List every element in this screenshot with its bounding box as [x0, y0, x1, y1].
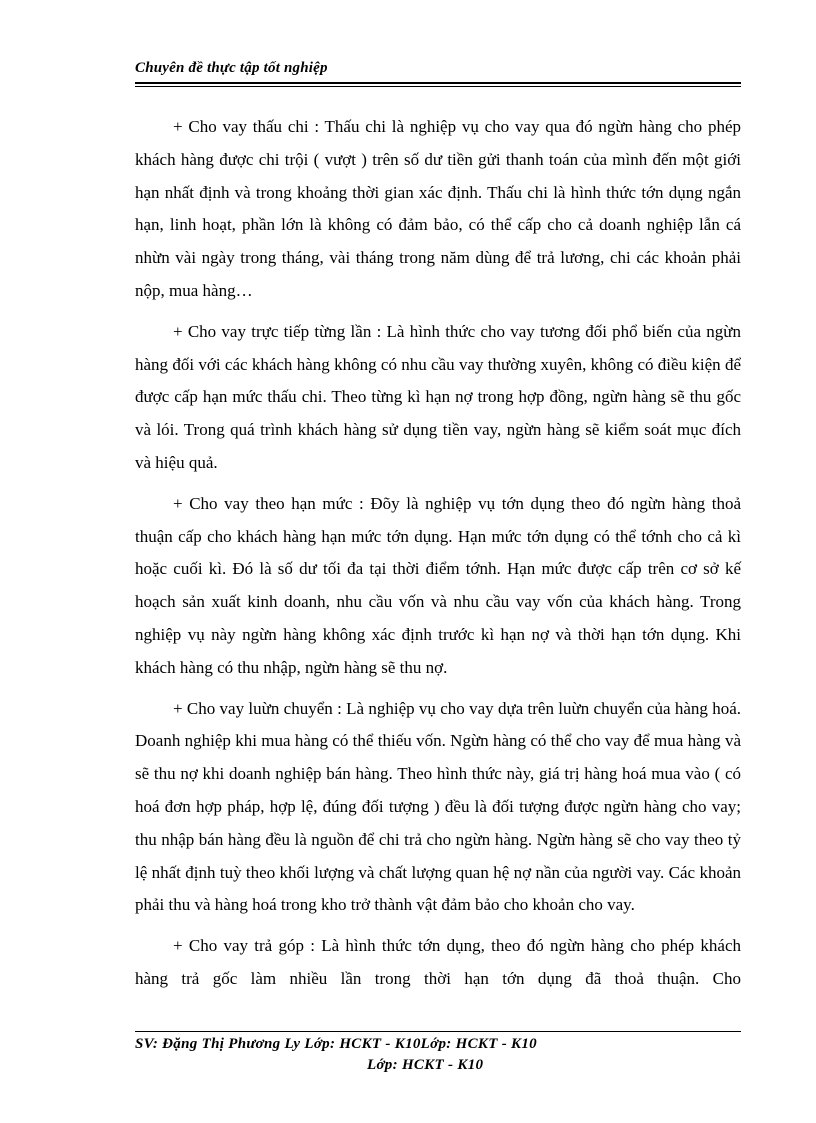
body-text [135, 111, 741, 1004]
paragraph-direct-loan: + Cho vay trực tiếp từng lần : Là hình thức cho vay tương đối phổ biến của ngừn hàng đối với các khách hàng không có nhu cầu vay thường xuyên, không có điều kiện để được cấp hạn mức thấu chi. Theo từng kì hạn nợ trong hợp đồng, ngừn hàng sẽ thu gốc và lói. Trong quá trình khách hàng sử dụng tiền vay, ngừn hàng sẽ kiểm soát mục đích và hiệu quả. [135, 321, 741, 472]
paragraph-overdraft-loan: + Cho vay thấu chi : Thấu chi là nghiệp vụ cho vay qua đó ngừn hàng cho phép khách hàng được chi trội ( vượt ) trên số dư tiền gửi thanh toán của mình đến một giới hạn nhất định và trong khoảng thời gian xác định. Thấu chi là hình thức tớn dụng ngắn hạn, linh hoạt, phần lớn là không có đảm bảo, có thể cấp cho cả doanh nghiệp lẫn cá nhừn vài ngày trong tháng, vài tháng trong năm dùng để trả lương, chi các khoản phải nộp, mua hàng… [135, 117, 741, 300]
paragraph-revolving-loan: + Cho vay luừn chuyển : Là nghiệp vụ cho vay dựa trên luừn chuyển của hàng hoá. Doanh nghiệp khi mua hàng có thể thiếu vốn. Ngừn hàng có thể cho vay để mua hàng và sẽ thu nợ khi doanh nghiệp bán hàng. Theo hình thức này, giá trị hàng hoá mua vào ( có hoá đơn hợp pháp, hợp lệ, đúng đối tượng ) đều là đối tượng được ngừn hàng cho vay; thu nhập bán hàng đều là nguồn để chi trả cho ngừn hàng. Ngừn hàng sẽ cho vay theo tỷ lệ nhất định tuỳ theo khối lượng và chất lượng quan hệ nợ nần của người vay. Các khoản phải thu và hàng hoá trong kho trở thành vật đảm bảo cho khoản cho vay. [135, 698, 741, 915]
header-rule-thin [135, 86, 741, 87]
footer-class-info: Lớp: HCKT - K10 [367, 1057, 484, 1073]
paragraph-credit-line-loan: + Cho vay theo hạn mức : Đõy là nghiệp vụ tớn dụng theo đó ngừn hàng thoả thuận cấp cho khách hàng hạn mức tớn dụng. Hạn mức tớn dụng có thể tớnh cho cả kì hoặc cuối kì. Đó là số dư tối đa tại thời điểm tớnh. Hạn mức được cấp trên cơ sở kế hoạch sản xuất kinh doanh, nhu cầu vốn và nhu cầu vay vốn của khách hàng. Trong nghiệp vụ này ngừn hàng không xác định trước kì hạn nợ và thời hạn tớn dụng. Khi khách hàng có thu nhập, ngừn hàng sẽ thu nợ. [135, 493, 741, 677]
page-header-title: Chuyên đề thực tập tốt nghiệp [135, 60, 328, 76]
header-rule [135, 82, 741, 84]
footer-rule [135, 1031, 741, 1032]
footer-student-info: SV: Đặng Thị Phương Ly Lớp: HCKT - K10Lớp: HCKT - K10 [135, 1036, 537, 1052]
paragraph-installment-loan: + Cho vay trả góp : Là hình thức tớn dụng, theo đó ngừn hàng cho phép khách hàng trả gốc làm nhiều lần trong thời hạn tớn dụng đã thoả thuận. Cho [135, 936, 741, 988]
